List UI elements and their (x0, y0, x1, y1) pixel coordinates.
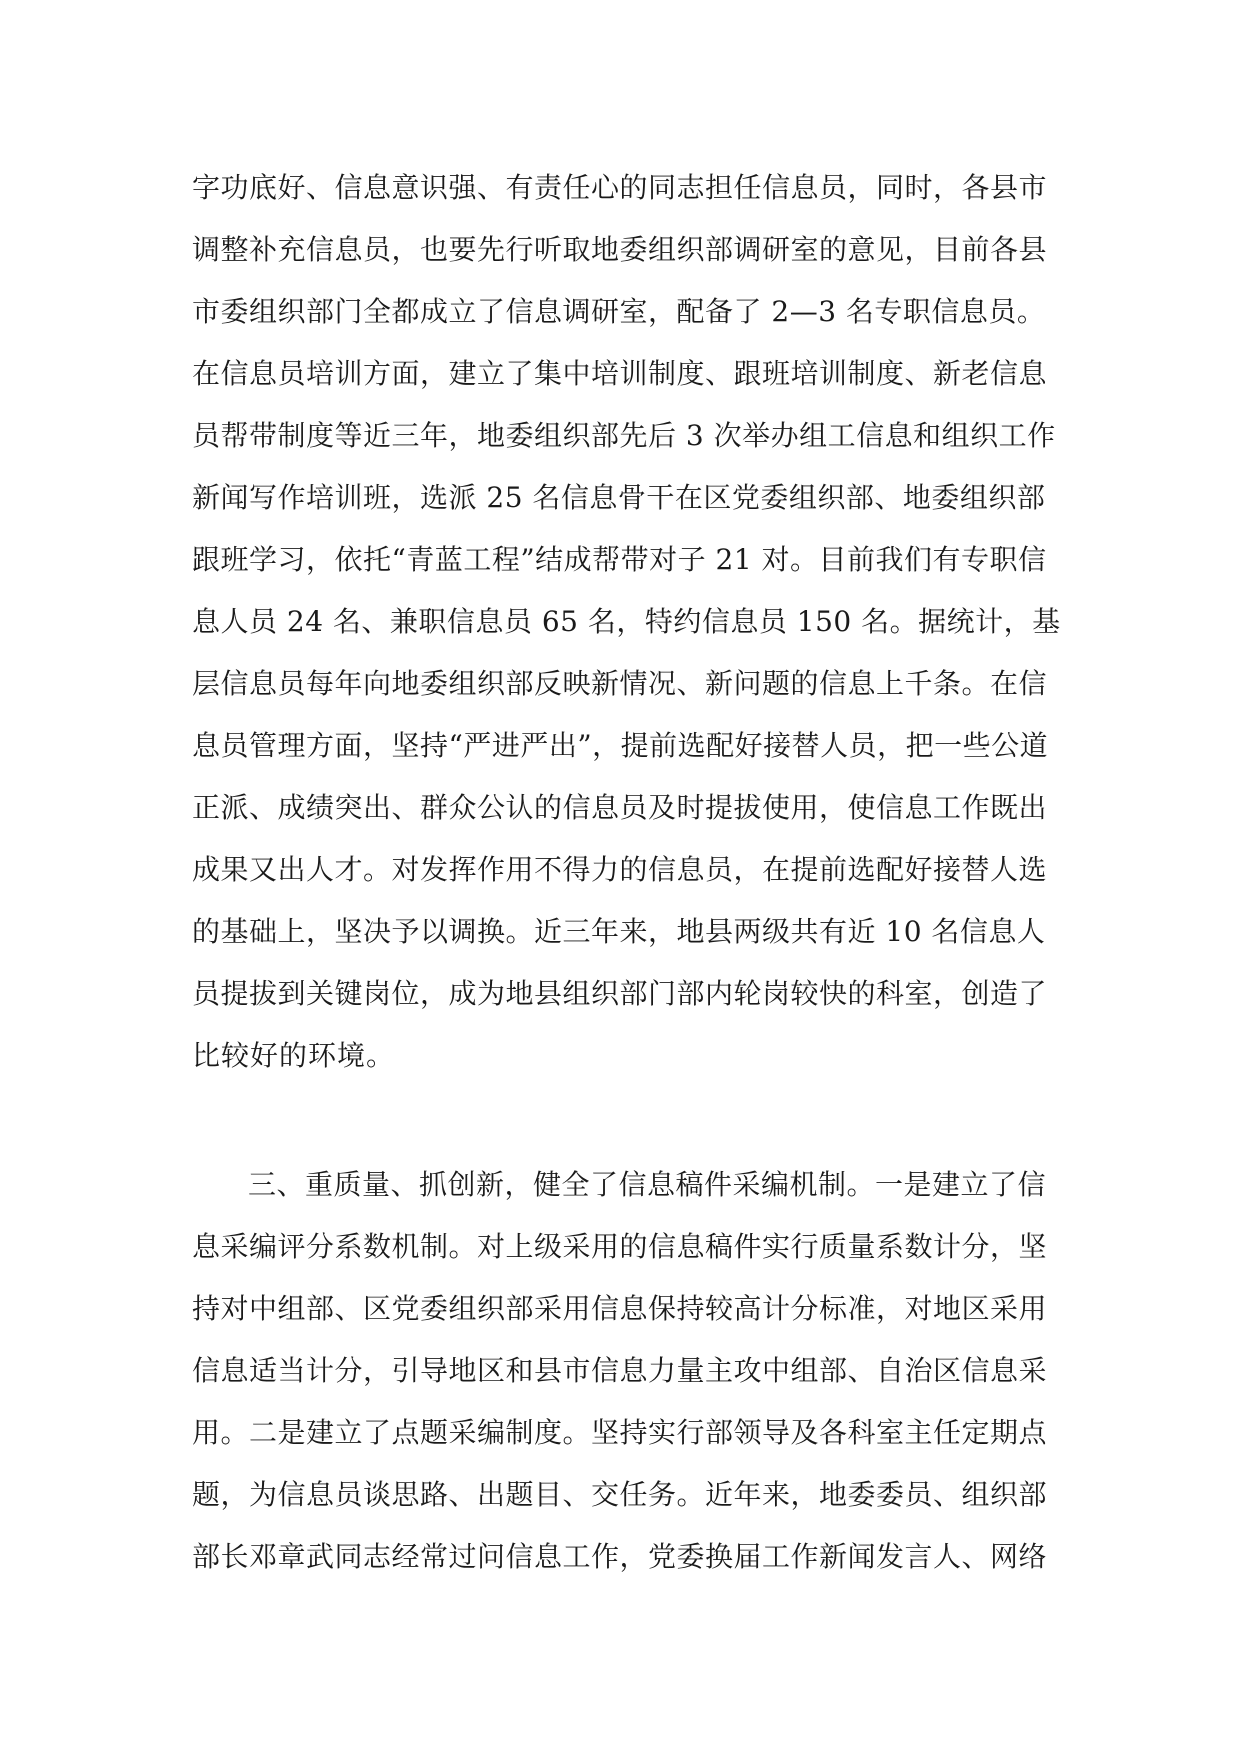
text-line: 调整补充信息员，也要先行听取地委组织部调研室的意见，目前各县 (192, 233, 1048, 266)
text-line: 部长邓章武同志经常过问信息工作，党委换届工作新闻发言人、网络 (192, 1540, 1048, 1573)
text-line: 用。二是建立了点题采编制度。坚持实行部领导及各科室主任定期点 (192, 1416, 1048, 1449)
text-line: 息员管理方面，坚持“严进严出”，提前选配好接替人员，把一些公道 (192, 729, 1049, 762)
paragraph-2 (192, 1154, 1052, 1588)
paragraph-1 (192, 157, 1061, 1087)
text-line: 息采编评分系数机制。对上级采用的信息稿件实行质量系数计分，坚 (192, 1230, 1048, 1263)
text-line: 新闻写作培训班，选派 25 名信息骨干在区党委组织部、地委组织部 (192, 481, 1046, 514)
text-line: 比较好的环境。 (192, 1039, 396, 1072)
text-line: 跟班学习，依托“青蓝工程”结成帮带对子 21 对。目前我们有专职信 (192, 543, 1047, 576)
text-line: 市委组织部门全都成立了信息调研室，配备了 2—3 名专职信息员。 (192, 295, 1046, 328)
text-line: 的基础上，坚决予以调换。近三年来，地县两级共有近 10 名信息人 (192, 915, 1046, 948)
text-line: 在信息员培训方面，建立了集中培训制度、跟班培训制度、新老信息 (192, 357, 1048, 390)
text-line: 持对中组部、区党委组织部采用信息保持较高计分标准，对地区采用 (192, 1292, 1048, 1325)
text-line: 层信息员每年向地委组织部反映新情况、新问题的信息上千条。在信 (192, 667, 1048, 700)
text-line: 息人员 24 名、兼职信息员 65 名，特约信息员 150 名。据统计，基 (192, 605, 1061, 638)
text-line: 信息适当计分，引导地区和县市信息力量主攻中组部、自治区信息采 (192, 1354, 1048, 1387)
text-line: 员帮带制度等近三年，地委组织部先后 3 次举办组工信息和组织工作 (192, 419, 1056, 452)
text-line: 成果又出人才。对发挥作用不得力的信息员，在提前选配好接替人选 (192, 853, 1048, 886)
text-line: 正派、成绩突出、群众公认的信息员及时提拔使用，使信息工作既出 (192, 791, 1048, 824)
text-line: 三、重质量、抓创新，健全了信息稿件采编机制。一是建立了信 (248, 1168, 1047, 1201)
text-line: 字功底好、信息意识强、有责任心的同志担任信息员，同时，各县市 (192, 171, 1048, 204)
text-line: 题，为信息员谈思路、出题目、交任务。近年来，地委委员、组织部 (192, 1478, 1048, 1511)
text-line: 员提拔到关键岗位，成为地县组织部门部内轮岗较快的科室，创造了 (192, 977, 1048, 1010)
